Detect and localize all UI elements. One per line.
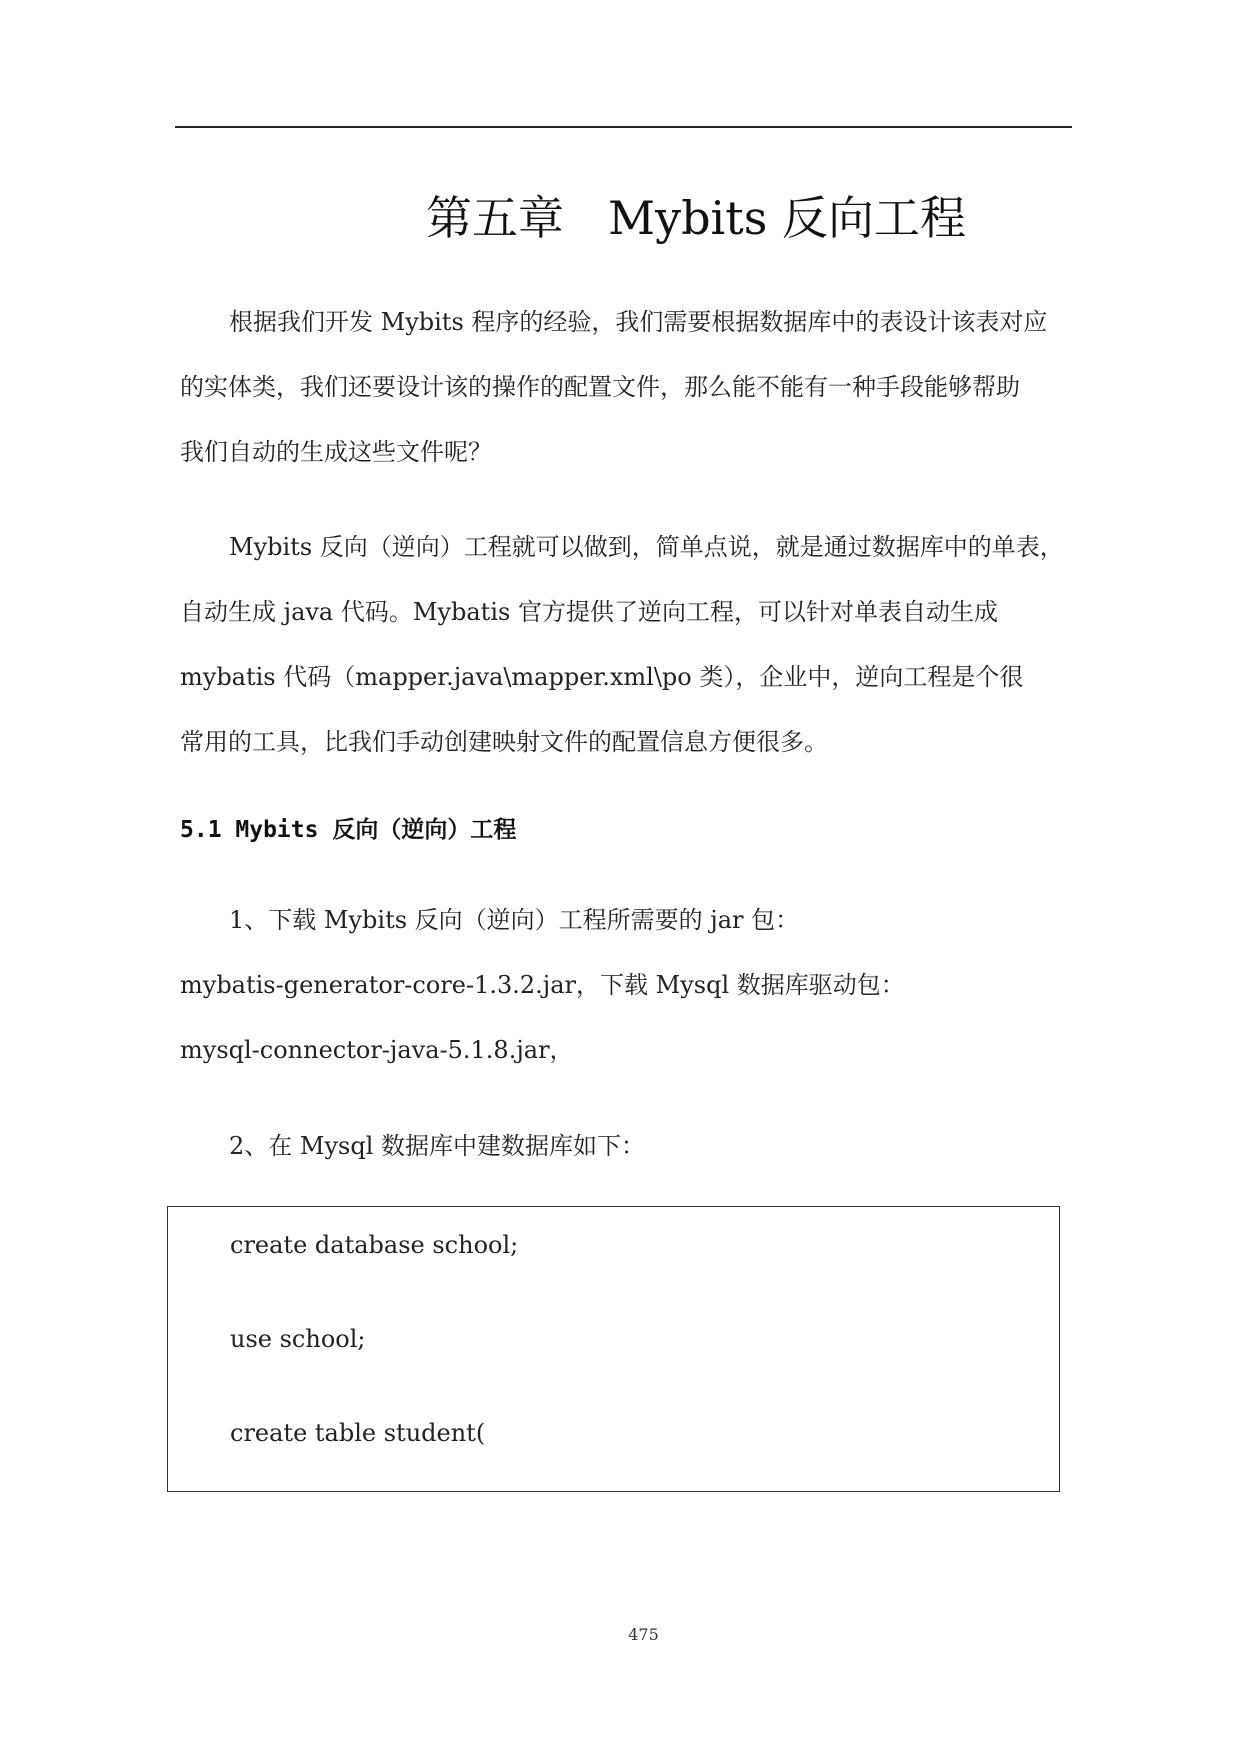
paragraph-line: 常用的工具，比我们手动创建映射文件的配置信息方便很多。 xyxy=(180,728,828,756)
intro-paragraph xyxy=(180,290,1072,485)
code-line: create table student( xyxy=(230,1419,486,1447)
paragraph-line: mysql-connector-java-5.1.8.jar， xyxy=(180,1036,574,1064)
paragraph-line: 1、下载 Mybits 反向（逆向）工程所需要的 jar 包： xyxy=(229,906,800,934)
code-line: use school; xyxy=(230,1325,366,1353)
step-1-paragraph xyxy=(180,888,1072,1083)
paragraph-line: 我们自动的生成这些文件呢？ xyxy=(180,438,492,466)
paragraph-line: Mybits 反向（逆向）工程就可以做到，简单点说，就是通过数据库中的单表， xyxy=(229,533,1064,561)
paragraph-line: mybatis 代码（mapper.java\mapper.xml\po 类），企业中，逆向工程是个很 xyxy=(180,663,1024,691)
header-rule xyxy=(175,126,1072,128)
section-heading: 5.1 Mybits 反向（逆向）工程 xyxy=(180,817,517,843)
chapter-title xyxy=(175,186,1217,250)
step-2-paragraph xyxy=(180,1114,1072,1179)
paragraph-line: 2、在 Mysql 数据库中建数据库如下： xyxy=(229,1132,646,1160)
reverse-engineering-paragraph xyxy=(180,515,1072,775)
page-number: 475 xyxy=(628,1625,659,1644)
paragraph-line: 的实体类，我们还要设计该的操作的配置文件，那么能不能有一种手段能够帮助 xyxy=(180,373,1020,401)
paragraph-line: 自动生成 java 代码。Mybatis 官方提供了逆向工程，可以针对单表自动生成 xyxy=(180,598,998,626)
code-block xyxy=(167,1206,1060,1492)
chapter-label: 第五章 xyxy=(426,191,565,245)
paragraph-line: mybatis-generator-core-1.3.2.jar，下载 Mysql 数据库驱动包： xyxy=(180,971,905,999)
code-line: create database school; xyxy=(230,1231,519,1259)
paragraph-line: 根据我们开发 Mybits 程序的经验，我们需要根据数据库中的表设计该表对应 xyxy=(229,308,1048,336)
chapter-name: Mybits 反向工程 xyxy=(608,191,966,245)
